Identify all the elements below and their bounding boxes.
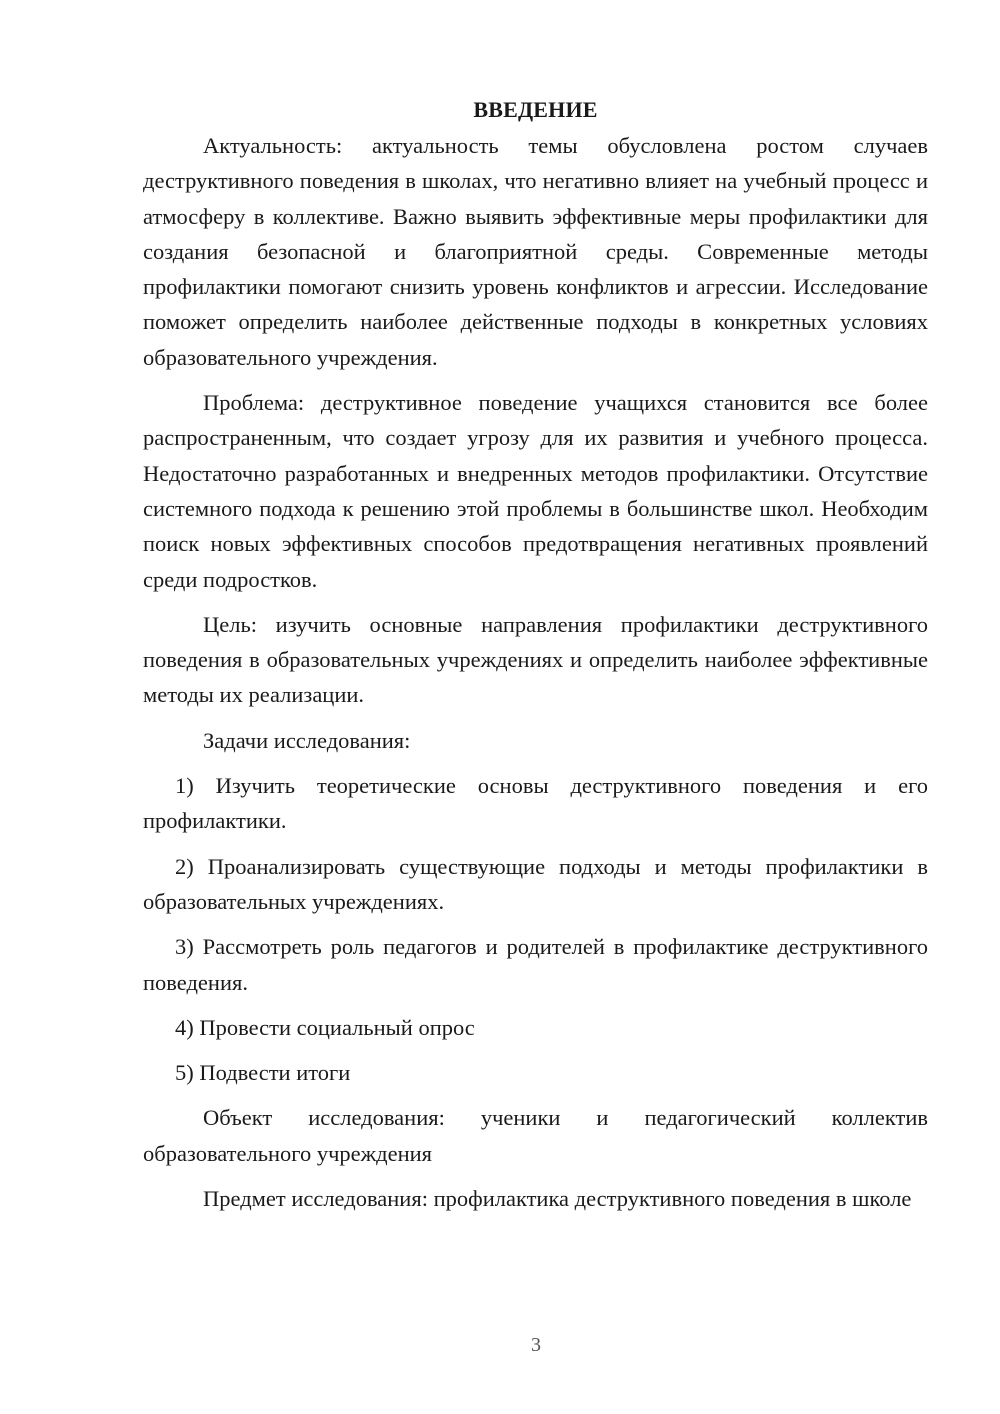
relevance-paragraph: Актуальность: актуальность темы обусловлена ростом случаев деструктивного поведения в школах, что негативно влияет на учебный процесс и атмосферу в коллективе. Важно выявить эффективные меры профилактики для создания безопасной и благоприятной среды. Современные методы профилактики помогают снизить уровень конфликтов и агрессии. Исследование поможет определить наиболее действенные подходы в конкретных условиях образовательного учреждения. bbox=[143, 133, 928, 370]
task-item-1: 1) Изучить теоретические основы деструктивного поведения и его профилактики. bbox=[143, 773, 928, 834]
task-item-4: 4) Провести социальный опрос bbox=[175, 1014, 475, 1040]
problem-paragraph: Проблема: деструктивное поведение учащихся становится все более распространенным, что создает угрозу для их развития и учебного процесса. Недостаточно разработанных и внедренных методов профилактики. Отсутствие системного подхода к решению этой проблемы в большинстве школ. Необходим поиск новых эффективных способов предотвращения негативных проявлений среди подростков. bbox=[143, 390, 928, 592]
subject-paragraph: Предмет исследования: профилактика деструктивного поведения в школе bbox=[203, 1186, 912, 1212]
task-item-3: 3) Рассмотреть роль педагогов и родителей в профилактике деструктивного поведения. bbox=[143, 934, 928, 995]
text-area bbox=[143, 92, 928, 1226]
task-item-5: 5) Подвести итоги bbox=[175, 1060, 351, 1086]
page-title: ВВЕДЕНИЕ bbox=[473, 97, 598, 122]
task-item-2: 2) Проанализировать существующие подходы и методы профилактики в образовательных учреждениях. bbox=[143, 853, 928, 914]
goal-paragraph: Цель: изучить основные направления профилактики деструктивного поведения в образовательных учреждениях и определить наиболее эффективные методы их реализации. bbox=[143, 611, 928, 708]
page-number: 3 bbox=[531, 1334, 541, 1356]
object-paragraph: Объект исследования: ученики и педагогический коллектив образовательного учреждения bbox=[143, 1105, 928, 1166]
tasks-title: Задачи исследования: bbox=[203, 727, 411, 753]
